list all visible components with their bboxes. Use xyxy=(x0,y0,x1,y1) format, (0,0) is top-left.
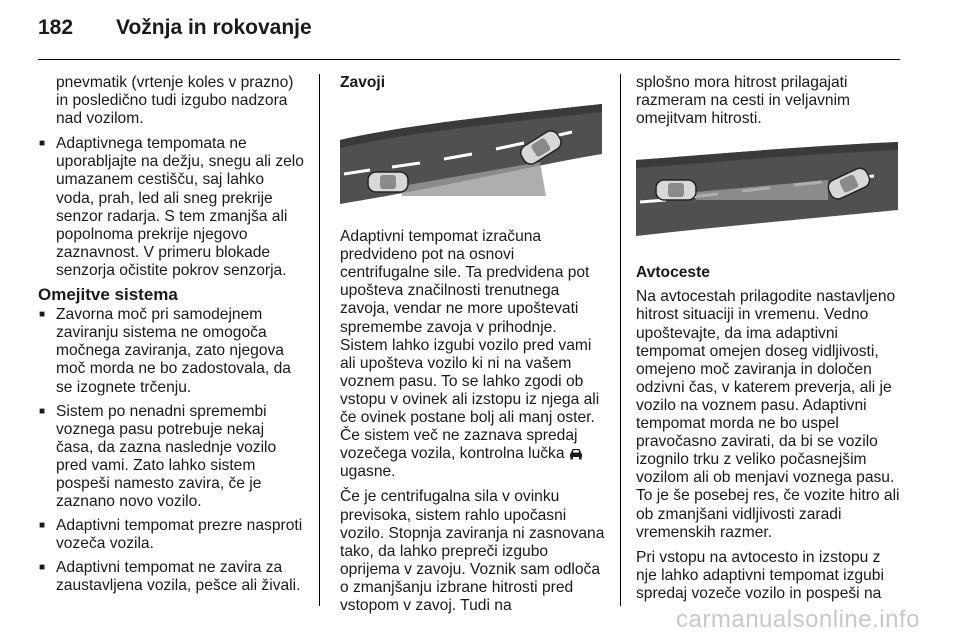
header-rule xyxy=(38,59,900,60)
car-icon xyxy=(368,172,408,192)
paragraph: Pri vstopu na avtocesto in izstopu z nje lahko adaptivni tempomat izgubi spredaj vozeče vozilo in pospeši na xyxy=(636,548,884,602)
car-indicator-icon xyxy=(569,447,583,460)
chapter-title: Vožnja in rokovanje xyxy=(116,16,312,39)
section-heading: Zavoji xyxy=(340,74,386,91)
column-middle xyxy=(340,74,606,622)
continued-text: splošno mora hitrost prilagajati razmeram na cesti in veljavnim omejitvam hitrosti. xyxy=(636,74,851,128)
paragraph: Na avtocestah prilagodite nastavljeno hitrost situaciji in vremenu. Vedno upoštevajte, da ima adaptivni tempomat omejen doseg vidljivosti, omejeno moč zaviranja in določen odzivni čas, v katerem preverja, ali je vozilo na voznem pasu. Adaptivni tempomat morda ne bo uspel pravočasno zavirati, da bi se vozilo izognilo trku z veliko počasnejšim vozilom ali ob menjavi voznega pasu. To je še posebej res, če vozite hitro ali ob zmanjšani vidljivosti zaradi vremenskih razmer. xyxy=(636,288,900,541)
section-heading: Omejitve sistema xyxy=(38,285,178,305)
column-left xyxy=(38,74,304,602)
list-item: ■ Adaptivnega tempomata ne uporabljajte na dežju, snegu ali zelo umazanem cestišču, saj lahko voda, prah, led ali sneg prekrije senzor radarja. S tem zmanjša ali popolnoma prekrije njegovo zaznavnost. V primeru blokade senzorja očistite pokrov senzorja. xyxy=(38,135,304,280)
column-divider xyxy=(620,74,621,606)
list-item: ■ Adaptivni tempomat ne zavira za zaustavljena vozila, pešce ali živali. xyxy=(38,559,304,595)
curve-illustration xyxy=(636,140,898,244)
page-number: 182 xyxy=(38,16,74,39)
bullet-list xyxy=(38,135,304,280)
car-icon xyxy=(656,180,696,200)
continued-text: pnevmatik (vrtenje koles v prazno) in posledično tudi izgubo nadzora nad vozilom. xyxy=(56,74,294,128)
page-header xyxy=(38,16,312,50)
list-item: ■ Sistem po nenadni spremembi voznega pasu potrebuje nekaj časa, da zazna naslednje vozilo pred vami. Zato lahko sistem pospeši namesto zavira, če je zaznano novo vozilo. xyxy=(38,403,304,512)
watermark: carmanualsonline.info xyxy=(676,606,920,633)
list-item: ■ Zavorna moč pri samodejnem zaviranju sistema ne omogoča močnega zaviranja, zato njegova moč morda ne bo zadostovala, da se izognete trčenju. xyxy=(38,306,304,396)
column-divider xyxy=(319,74,320,606)
section-heading: Avtoceste xyxy=(636,264,710,282)
curve-illustration xyxy=(340,104,602,208)
column-right xyxy=(636,74,904,610)
list-item: ■ Adaptivni tempomat prezre nasproti vozeča vozila. xyxy=(38,517,304,553)
bullet-list xyxy=(38,306,304,595)
paragraph: Če je centrifugalna sila v ovinku previsoka, sistem rahlo upočasni vozilo. Stopnja zaviranja ni zasnovana tako, da lahko prepreči izgubo oprijema v zavoju. Voznik sam odloča o zmanjšanju izbrane hitrosti pred vstopom v zavoj. Tudi na xyxy=(340,488,605,614)
paragraph: Adaptivni tempomat izračuna predvideno pot na osnovi centrifugalne sile. Ta predvidena pot upošteva značilnosti trenutnega zavoja, vendar ne more upoštevati spremembe zavoja v prihodnje. Sistem lahko izgubi vozilo pred vami ali upošteva vozilo ki ni na vašem voznem pasu. To se lahko zgodi ob vstopu v ovinek ali izstopu iz njega ali če ovinek postane bolj ali manj oster. Če sistem več ne zaznava spredaj vozečega vozila, kontrolna lučka ugasne. xyxy=(340,228,600,481)
